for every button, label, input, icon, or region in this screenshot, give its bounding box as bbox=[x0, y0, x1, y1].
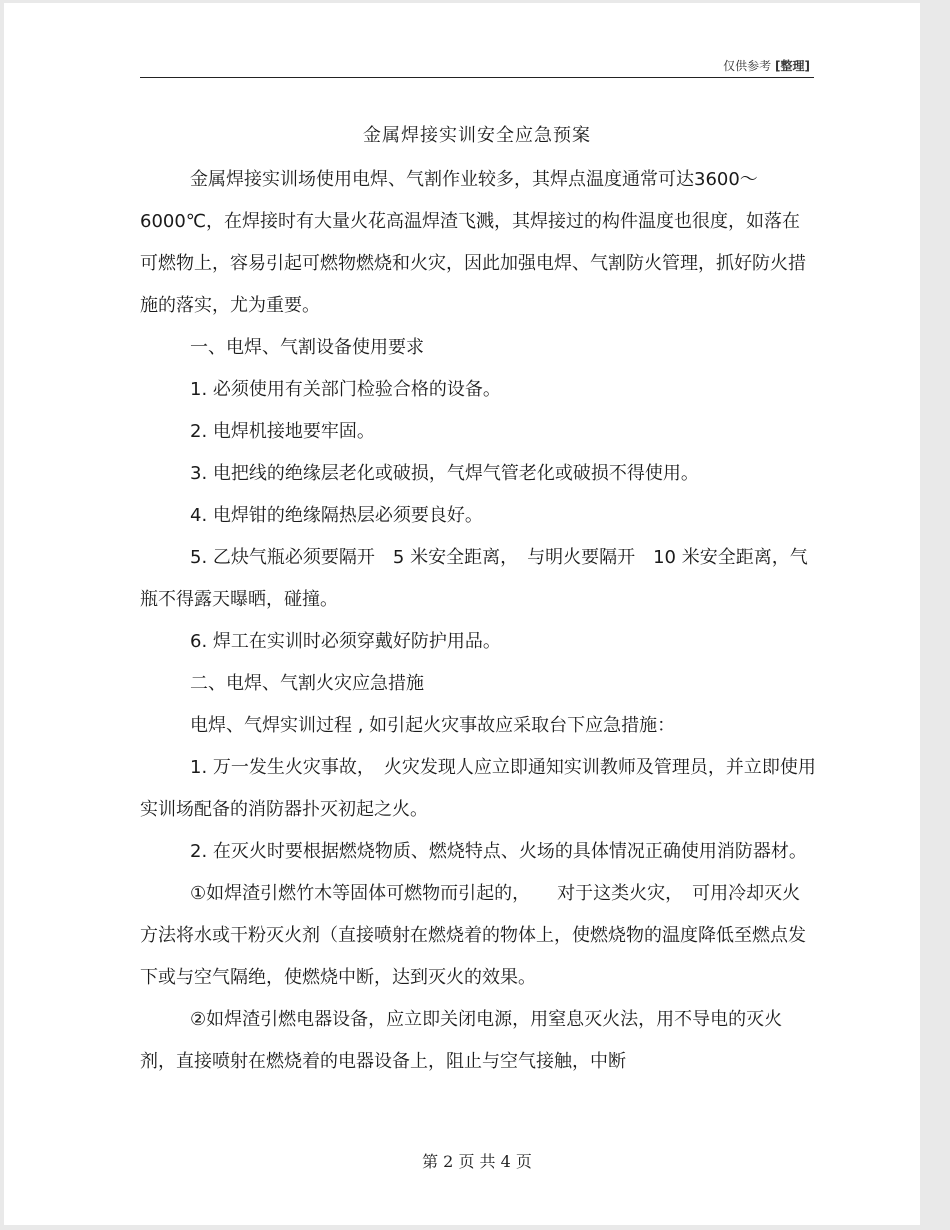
page-title: 金属焊接实训安全应急预案 bbox=[363, 125, 591, 146]
document-page bbox=[4, 3, 920, 1225]
list-item: 1. 必须使用有关部门检验合格的设备。 bbox=[190, 379, 501, 400]
list-item: 2. 在灭火时要根据燃烧物质、燃烧特点、火场的具体情况正确使用消防器材。 bbox=[190, 841, 807, 862]
header-note-text: 仅供参考 bbox=[723, 59, 772, 73]
section-heading: 二、电焊、气割火灾应急措施 bbox=[190, 673, 424, 694]
page-footer: 第 2 页 共 4 页 bbox=[422, 1152, 532, 1171]
document-body bbox=[140, 159, 818, 1083]
header-note bbox=[723, 57, 810, 74]
section-heading: 一、电焊、气割设备使用要求 bbox=[190, 337, 424, 358]
header-rule bbox=[140, 77, 814, 78]
list-item: 2. 电焊机接地要牢固。 bbox=[190, 421, 375, 442]
list-item: 4. 电焊钳的绝缘隔热层必须要良好。 bbox=[190, 505, 483, 526]
list-item: 6. 焊工在实训时必须穿戴好防护用品。 bbox=[190, 631, 501, 652]
paragraph: 金属焊接实训场使用电焊、气割作业较多，其焊点温度通常可达3600～6000℃，在焊接时有大量火花高温焊渣飞溅，其焊接过的构件温度也很度，如落在可燃物上，容易引起可燃物燃烧和火灾，因此加强电焊、气割防火管理，抓好防火措施的落实，尤为重要。 bbox=[140, 169, 806, 316]
sub-item: ②如焊渣引燃电器设备，应立即关闭电源，用窒息灭火法，用不导电的灭火剂，直接喷射在燃烧着的电器设备上，阻止与空气接触，中断 bbox=[140, 1009, 783, 1072]
list-item: 1. 万一发生火灾事故， 火灾发现人应立即通知实训教师及管理员，并立即使用实训场配备的消防器扑灭初起之火。 bbox=[140, 757, 816, 820]
paragraph: 电焊、气焊实训过程 , 如引起火灾事故应采取台下应急措施： bbox=[190, 715, 676, 736]
sub-item: ①如焊渣引燃竹木等固体可燃物而引起的， 对于这类火灾， 可用冷却灭火方法将水或干粉灭火剂（直接喷射在燃烧着的物体上，使燃烧物的温度降低至燃点发下或与空气隔绝，使燃烧中断，达到灭火的效果。 bbox=[140, 883, 806, 988]
list-item: 5. 乙炔气瓶必须要隔开 5 米安全距离， 与明火要隔开 10 米安全距离，气瓶不得露天曝晒，碰撞。 bbox=[140, 547, 808, 610]
list-item: 3. 电把线的绝缘层老化或破损，气焊气管老化或破损不得使用。 bbox=[190, 463, 699, 484]
header-note-tag: [整理] bbox=[775, 59, 810, 73]
